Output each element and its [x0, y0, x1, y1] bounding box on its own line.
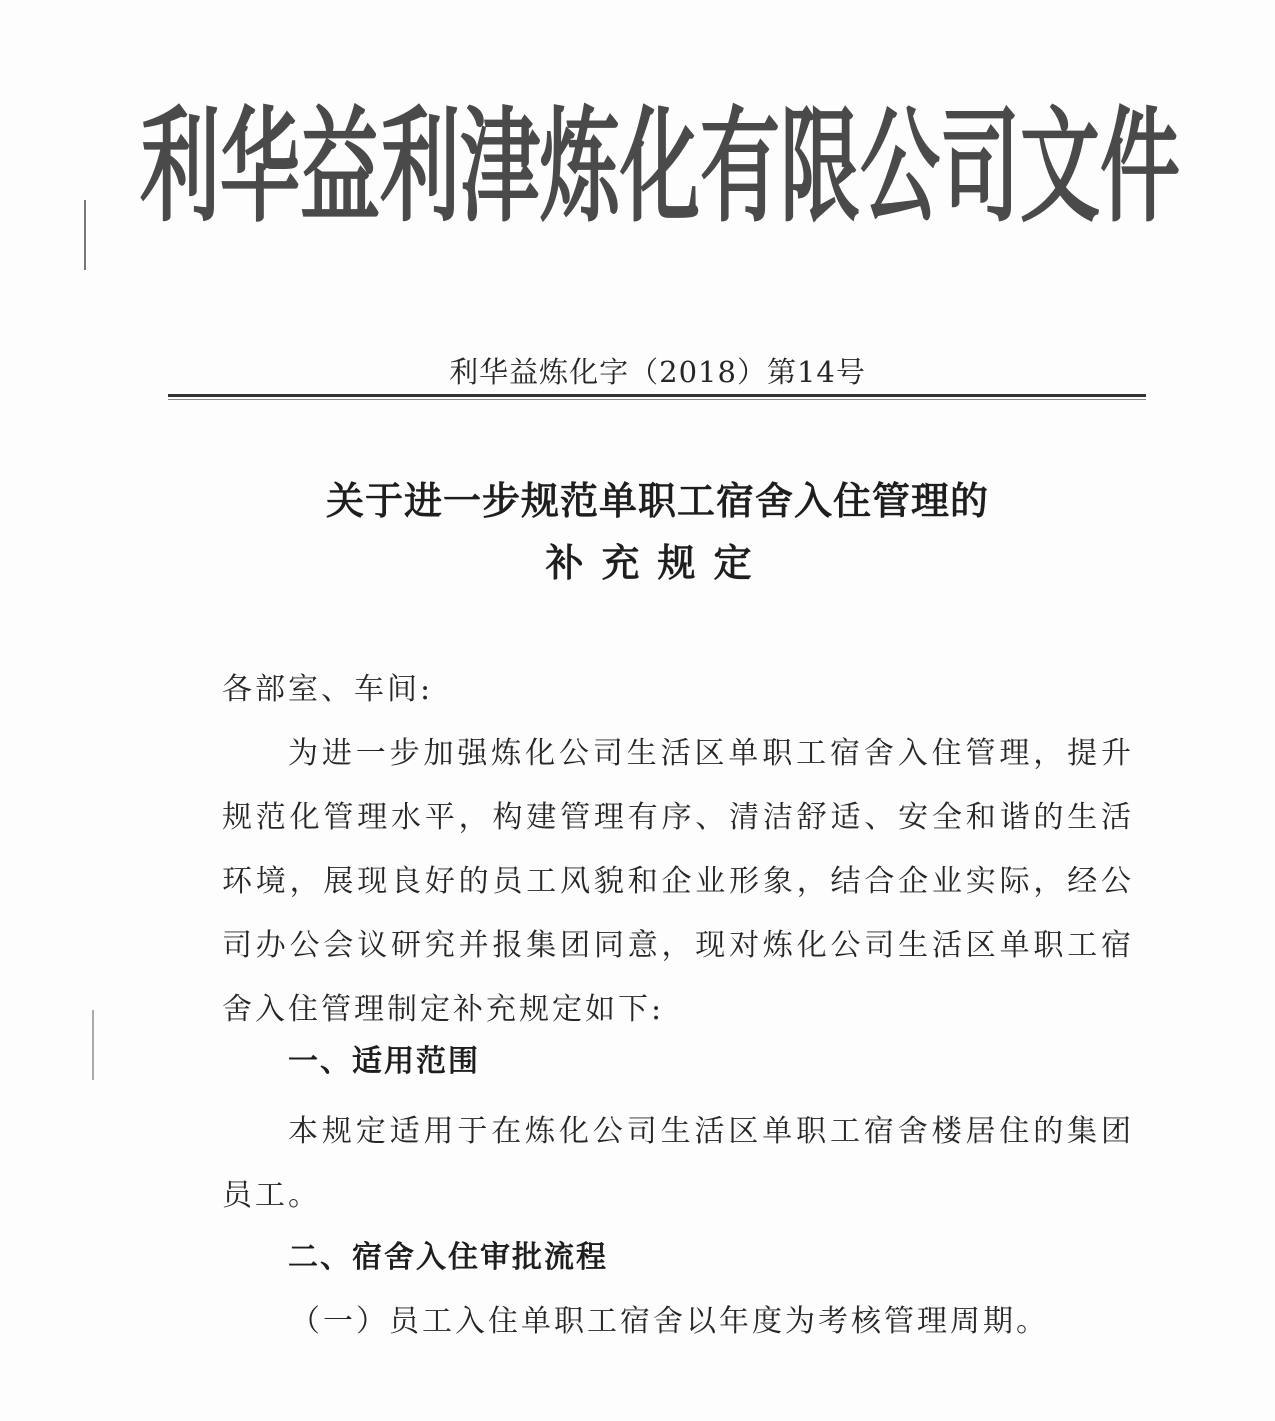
intro-paragraph: 为进一步加强炼化公司生活区单职工宿舍入住管理，提升规范化管理水平，构建管理有序、清洁舒适、安全和谐的生活环境，展现良好的员工风貌和企业形象，结合企业实际，经公司办公会议研究并报集团同意，现对炼化公司生活区单职工宿舍入住管理制定补充规定如下: — [222, 736, 1134, 1027]
document-number: 利华益炼化字（2018）第14号 — [449, 355, 866, 389]
header-rule — [168, 394, 1146, 397]
document-masthead: 利华益利津炼化有限公司文件 — [140, 93, 1180, 238]
document-title-line-2: 补充规定 — [545, 541, 770, 585]
salutation: 各部室、车间: — [222, 672, 434, 707]
document-title-line-1: 关于进一步规范单职工宿舍入住管理的 — [325, 479, 989, 523]
header-rule-thin — [168, 399, 1146, 400]
scan-artifact — [84, 200, 86, 270]
scan-artifact — [92, 1010, 94, 1080]
section-2-item-1: （一）员工入住单职工宿舍以年度为考核管理周期。 — [290, 1304, 1049, 1339]
section-1-heading: 一、适用范围 — [288, 1044, 480, 1079]
section-1-text: 本规定适用于在炼化公司生活区单职工宿舍楼居住的集团员工。 — [222, 1114, 1134, 1213]
section-2-heading: 二、宿舍入住审批流程 — [288, 1240, 608, 1275]
